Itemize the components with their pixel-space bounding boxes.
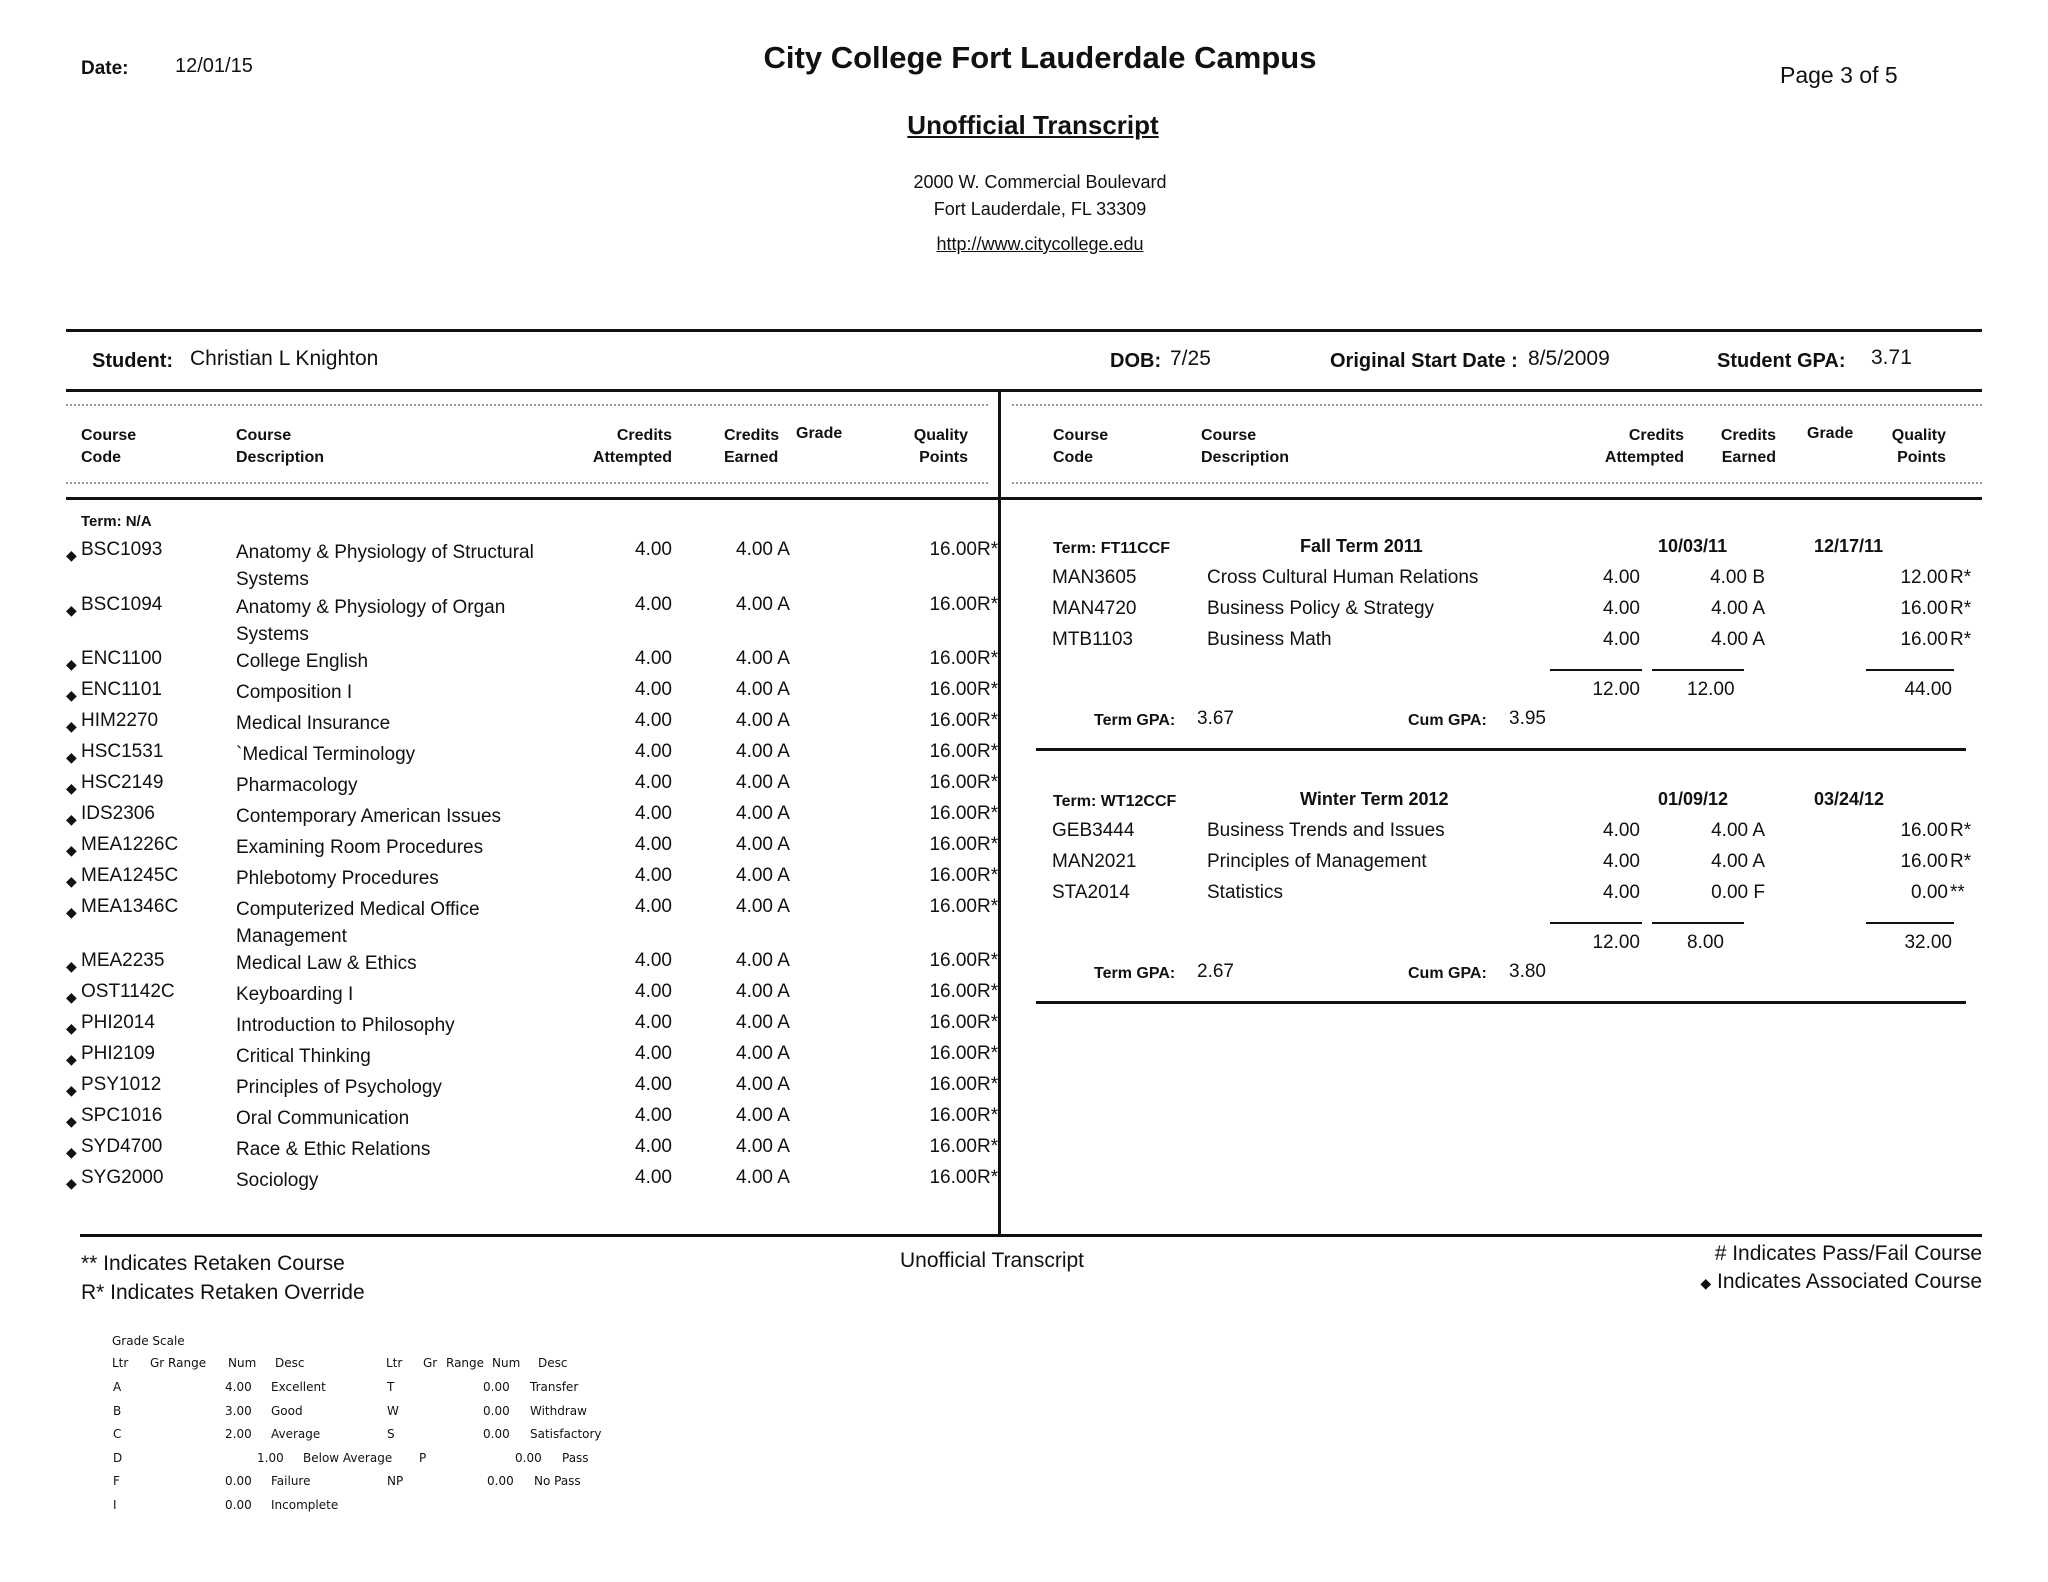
credits-attempted: 4.00 — [635, 1167, 672, 1188]
student-label: Student: — [92, 350, 174, 372]
course-code: BSC1094 — [81, 594, 163, 615]
col-grade: Grade — [796, 425, 843, 442]
diamond-icon: ◆ — [1700, 1275, 1712, 1291]
retake-flag: R* — [977, 1105, 999, 1126]
course-code: ENC1100 — [81, 648, 162, 669]
term-start-date: 10/03/11 — [1658, 536, 1728, 556]
course-code: PHI2014 — [81, 1012, 155, 1033]
course-code: MAN4720 — [1052, 598, 1137, 619]
retake-flag: R* — [977, 1043, 999, 1064]
course-description-cont: Systems — [236, 569, 309, 590]
course-description: Critical Thinking — [236, 1046, 371, 1067]
total-rule — [1550, 669, 1642, 671]
grade-scale-header: Desc — [538, 1356, 568, 1370]
quality-points: 16.00 — [1900, 629, 1948, 650]
credits-attempted: 4.00 — [635, 834, 672, 855]
quality-points: 16.00 — [929, 594, 977, 615]
diamond-icon: ◆ — [66, 1175, 77, 1191]
course-code: HSC2149 — [81, 772, 164, 793]
course-description-cont: Management — [236, 926, 347, 947]
course-description: Examining Room Procedures — [236, 837, 484, 858]
diamond-icon: ◆ — [66, 811, 77, 827]
grade-num: 4.00 — [225, 1380, 252, 1394]
quality-points: 16.00 — [929, 539, 977, 560]
course-code: HIM2270 — [81, 710, 159, 731]
quality-points: 16.00 — [929, 648, 977, 669]
diamond-icon: ◆ — [66, 1113, 77, 1129]
legend-override: R* Indicates Retaken Override — [81, 1281, 365, 1304]
grade-letter: F — [113, 1474, 120, 1488]
diamond-icon: ◆ — [66, 1082, 77, 1098]
footer-title: Unofficial Transcript — [900, 1249, 1085, 1272]
course-code: STA2014 — [1052, 882, 1130, 903]
total-quality-points: 44.00 — [1904, 679, 1952, 700]
diamond-icon: ◆ — [66, 1020, 77, 1036]
cum-gpa: 3.95 — [1509, 708, 1546, 729]
col-quality-points: Quality Points — [913, 427, 968, 466]
course-code: IDS2306 — [81, 803, 155, 824]
student-gpa: 3.71 — [1871, 346, 1912, 369]
credits-attempted: 4.00 — [635, 896, 672, 917]
retake-flag: R* — [1950, 851, 1972, 872]
quality-points: 16.00 — [929, 1105, 977, 1126]
grade-letter: D — [113, 1450, 123, 1465]
term-end-date: 12/17/11 — [1814, 536, 1884, 556]
course-description: Principles of Psychology — [236, 1077, 442, 1098]
diamond-icon: ◆ — [66, 904, 77, 920]
grade-num: 0.00 — [483, 1427, 510, 1441]
date-label: Date: — [81, 58, 129, 79]
grade-scale-header: Ltr — [112, 1356, 129, 1370]
credits-earned-grade: 4.00 A — [736, 1167, 790, 1188]
credits-attempted: 4.00 — [635, 679, 672, 700]
credits-attempted: 4.00 — [635, 1074, 672, 1095]
grade-scale-header: Range — [446, 1356, 485, 1370]
credits-attempted: 4.00 — [635, 981, 672, 1002]
credits-earned-grade: 4.00 A — [736, 772, 790, 793]
quality-points: 16.00 — [929, 896, 977, 917]
course-description: Anatomy & Physiology of Structural — [236, 542, 534, 563]
credits-earned-grade: 4.00 A — [736, 710, 790, 731]
total-quality-points: 32.00 — [1904, 932, 1952, 953]
diamond-icon: ◆ — [66, 547, 77, 563]
retake-flag: R* — [977, 594, 999, 615]
total-attempted: 12.00 — [1592, 932, 1640, 953]
retake-flag: R* — [977, 679, 999, 700]
course-description: Anatomy & Physiology of Organ — [236, 597, 506, 618]
diamond-icon: ◆ — [66, 989, 77, 1005]
course-code: BSC1093 — [81, 539, 163, 560]
credits-attempted: 4.00 — [1603, 629, 1640, 650]
diamond-icon: ◆ — [66, 687, 77, 703]
term-gpa-label: Term GPA: — [1094, 712, 1176, 729]
quality-points: 0.00 — [1911, 882, 1948, 903]
course-code: MAN2021 — [1052, 851, 1137, 872]
term-name: Winter Term 2012 — [1300, 789, 1449, 809]
course-code: SPC1016 — [81, 1105, 163, 1126]
retake-flag: R* — [1950, 598, 1972, 619]
credits-earned-grade: 4.00 A — [736, 1043, 790, 1064]
quality-points: 16.00 — [929, 981, 977, 1002]
course-description: Medical Law & Ethics — [236, 953, 417, 974]
credits-attempted: 4.00 — [1603, 598, 1640, 619]
column-divider — [998, 389, 1001, 1236]
col-course-description: Course Description — [236, 427, 325, 466]
diamond-icon: ◆ — [66, 842, 77, 858]
course-description: Business Trends and Issues — [1207, 820, 1445, 841]
quality-points: 16.00 — [929, 772, 977, 793]
retake-flag: ** — [1950, 882, 1965, 903]
col-credits-attempted: Credits Attempted — [1604, 427, 1684, 466]
retake-flag: R* — [977, 772, 999, 793]
quality-points: 16.00 — [929, 803, 977, 824]
grade-scale-header: Desc — [275, 1356, 305, 1370]
credits-earned-grade: 4.00 A — [736, 1012, 790, 1033]
grade-desc: Satisfactory — [530, 1427, 602, 1441]
term-code: Term: WT12CCF — [1053, 793, 1177, 810]
term-gpa: 3.67 — [1197, 708, 1234, 729]
course-code: HSC1531 — [81, 741, 164, 762]
grade-letter: I — [113, 1497, 117, 1512]
divider — [66, 497, 1982, 500]
retake-flag: R* — [977, 648, 999, 669]
diamond-icon: ◆ — [66, 780, 77, 796]
dotted-rule — [66, 404, 988, 406]
grade-num: 0.00 — [225, 1474, 252, 1488]
dotted-rule — [1012, 482, 1982, 484]
credits-earned-grade: 4.00 A — [736, 648, 790, 669]
grade-desc: Good — [271, 1403, 303, 1418]
col-credits-earned: Credits Earned — [1720, 427, 1776, 466]
credits-earned-grade: 4.00 A — [1711, 851, 1765, 872]
total-rule — [1866, 922, 1954, 924]
grade-desc: No Pass — [534, 1474, 581, 1488]
credits-attempted: 4.00 — [635, 803, 672, 824]
course-code: OST1142C — [81, 981, 175, 1002]
address-line2: Fort Lauderdale, FL 33309 — [933, 199, 1147, 219]
college-name: City College Fort Lauderdale Campus — [763, 40, 1317, 75]
diamond-icon: ◆ — [66, 602, 77, 618]
course-code: SYD4700 — [81, 1136, 163, 1157]
quality-points: 16.00 — [929, 1167, 977, 1188]
total-rule — [1652, 669, 1744, 671]
course-description: Principles of Management — [1207, 851, 1427, 872]
col-credits-attempted: Credits Attempted — [592, 427, 672, 466]
grade-scale-header: Num — [492, 1356, 521, 1370]
legend-associated: ◆ Indicates Associated Course — [1700, 1270, 1982, 1293]
term-end-date: 03/24/12 — [1814, 789, 1885, 809]
credits-earned-grade: 4.00 A — [736, 865, 790, 886]
credits-earned-grade: 4.00 A — [736, 950, 790, 971]
grade-num: 0.00 — [225, 1497, 252, 1512]
course-code: SYG2000 — [81, 1167, 164, 1188]
grade-letter: T — [387, 1380, 395, 1394]
course-description: Business Math — [1207, 629, 1332, 650]
term-name: Fall Term 2011 — [1300, 536, 1423, 556]
gpa-label: Student GPA: — [1717, 350, 1846, 372]
course-code: MEA2235 — [81, 950, 165, 971]
retake-flag: R* — [1950, 567, 1972, 588]
quality-points: 16.00 — [929, 834, 977, 855]
term-divider — [1036, 748, 1966, 751]
total-earned: 12.00 — [1687, 679, 1735, 700]
credits-earned-grade: 4.00 A — [736, 741, 790, 762]
grade-letter: P — [419, 1450, 427, 1465]
quality-points: 16.00 — [929, 679, 977, 700]
col-course-code: Course Code — [1053, 427, 1109, 466]
grade-letter: C — [113, 1427, 122, 1441]
grade-letter: W — [387, 1403, 399, 1418]
credits-attempted: 4.00 — [635, 1105, 672, 1126]
page-info: Page 3 of 5 — [1780, 62, 1898, 88]
course-description: Composition I — [236, 682, 353, 703]
credits-earned-grade: 4.00 A — [736, 594, 790, 615]
credits-attempted: 4.00 — [635, 1012, 672, 1033]
course-description: Contemporary American Issues — [236, 806, 502, 827]
legend-retaken: ** Indicates Retaken Course — [81, 1252, 345, 1275]
course-description: Introduction to Philosophy — [236, 1015, 455, 1036]
course-code: MTB1103 — [1052, 629, 1133, 650]
quality-points: 16.00 — [1900, 820, 1948, 841]
grade-num: 1.00 — [257, 1450, 284, 1465]
credits-attempted: 4.00 — [1603, 882, 1640, 903]
total-attempted: 12.00 — [1592, 679, 1640, 700]
retake-flag: R* — [977, 981, 999, 1002]
retake-flag: R* — [977, 539, 999, 560]
diamond-icon: ◆ — [66, 718, 77, 734]
credits-attempted: 4.00 — [635, 950, 672, 971]
grade-letter: NP — [387, 1474, 404, 1488]
credits-attempted: 4.00 — [1603, 851, 1640, 872]
grade-letter: S — [387, 1427, 395, 1441]
term-start-date: 01/09/12 — [1658, 789, 1729, 809]
course-description: Business Policy & Strategy — [1207, 598, 1435, 619]
credits-attempted: 4.00 — [635, 539, 672, 560]
total-rule — [1550, 922, 1642, 924]
divider — [66, 329, 1982, 332]
course-description-cont: Systems — [236, 624, 309, 645]
course-description: Phlebotomy Procedures — [236, 868, 439, 889]
retake-flag: R* — [1950, 629, 1972, 650]
grade-desc: Withdraw — [530, 1403, 587, 1418]
grade-desc: Incomplete — [271, 1497, 339, 1512]
grade-desc: Failure — [271, 1474, 311, 1488]
credits-earned-grade: 4.00 A — [736, 679, 790, 700]
retake-flag: R* — [977, 1012, 999, 1033]
retake-flag: R* — [977, 1074, 999, 1095]
grade-num: 2.00 — [225, 1427, 252, 1441]
quality-points: 16.00 — [929, 865, 977, 886]
diamond-icon: ◆ — [66, 958, 77, 974]
left-term-label: Term: N/A — [81, 513, 152, 530]
grade-desc: Average — [271, 1427, 321, 1441]
quality-points: 12.00 — [1900, 567, 1948, 588]
col-credits-earned: Credits Earned — [724, 427, 780, 466]
total-earned: 8.00 — [1687, 932, 1724, 953]
grade-desc: Below Average — [303, 1450, 393, 1465]
grade-num: 0.00 — [483, 1403, 510, 1418]
credits-attempted: 4.00 — [635, 865, 672, 886]
term-code: Term: FT11CCF — [1053, 540, 1171, 557]
credits-attempted: 4.00 — [635, 741, 672, 762]
grade-num: 3.00 — [225, 1403, 252, 1418]
grade-desc: Transfer — [530, 1380, 579, 1394]
credits-earned-grade: 4.00 A — [736, 1136, 790, 1157]
total-rule — [1652, 922, 1744, 924]
credits-attempted: 4.00 — [635, 1043, 672, 1064]
credits-earned-grade: 4.00 B — [1710, 567, 1765, 588]
term-divider — [1036, 1001, 1966, 1004]
grade-desc: Pass — [562, 1450, 589, 1465]
credits-earned-grade: 4.00 A — [736, 1105, 790, 1126]
course-code: MEA1245C — [81, 865, 179, 886]
credits-earned-grade: 4.00 A — [1711, 820, 1765, 841]
term-gpa-label: Term GPA: — [1094, 965, 1176, 982]
divider — [80, 1234, 1982, 1237]
retake-flag: R* — [977, 834, 999, 855]
grade-letter: A — [113, 1380, 122, 1394]
diamond-icon: ◆ — [66, 749, 77, 765]
divider — [66, 389, 1982, 392]
course-description: Cross Cultural Human Relations — [1207, 567, 1479, 588]
dob-label: DOB: — [1110, 350, 1162, 372]
quality-points: 16.00 — [929, 1136, 977, 1157]
credits-attempted: 4.00 — [635, 1136, 672, 1157]
address-line1: 2000 W. Commercial Boulevard — [913, 172, 1167, 192]
credits-earned-grade: 4.00 A — [736, 803, 790, 824]
grade-scale-header: Num — [228, 1356, 257, 1370]
doc-title: Unofficial Transcript — [907, 110, 1159, 140]
retake-flag: R* — [977, 710, 999, 731]
grade-num: 0.00 — [515, 1450, 542, 1465]
credits-earned-grade: 0.00 F — [1711, 882, 1765, 903]
credits-earned-grade: 4.00 A — [1711, 629, 1765, 650]
course-description: College English — [236, 651, 369, 672]
start-date-label: Original Start Date : — [1330, 350, 1518, 372]
course-description: `Medical Terminology — [236, 744, 416, 765]
dotted-rule — [66, 482, 988, 484]
credits-earned-grade: 4.00 A — [736, 981, 790, 1002]
quality-points: 16.00 — [929, 710, 977, 731]
grade-num: 0.00 — [487, 1474, 514, 1488]
grade-letter: B — [113, 1403, 122, 1418]
retake-flag: R* — [977, 1136, 999, 1157]
credits-earned-grade: 4.00 A — [736, 539, 790, 560]
course-description: Race & Ethic Relations — [236, 1139, 431, 1160]
course-description: Computerized Medical Office — [236, 899, 480, 920]
term-gpa: 2.67 — [1197, 961, 1234, 982]
col-course-code: Course Code — [81, 427, 137, 466]
course-code: ENC1101 — [81, 679, 162, 700]
retake-flag: R* — [977, 950, 999, 971]
course-description: Pharmacology — [236, 775, 358, 796]
grade-scale-title: Grade Scale — [112, 1334, 185, 1348]
quality-points: 16.00 — [929, 1074, 977, 1095]
date-value: 12/01/15 — [175, 55, 253, 77]
quality-points: 16.00 — [1900, 851, 1948, 872]
course-code: PSY1012 — [81, 1074, 162, 1095]
quality-points: 16.00 — [929, 950, 977, 971]
course-description: Keyboarding I — [236, 984, 354, 1005]
dob-value: 7/25 — [1170, 347, 1211, 370]
col-quality-points: Quality Points — [1891, 427, 1946, 466]
grade-num: 0.00 — [483, 1380, 510, 1394]
cum-gpa-label: Cum GPA: — [1408, 965, 1487, 982]
grade-scale-header: Gr — [423, 1356, 438, 1370]
quality-points: 16.00 — [929, 741, 977, 762]
quality-points: 16.00 — [1900, 598, 1948, 619]
credits-attempted: 4.00 — [635, 594, 672, 615]
credits-earned-grade: 4.00 A — [736, 896, 790, 917]
total-rule — [1866, 669, 1954, 671]
col-grade: Grade — [1807, 425, 1854, 442]
course-description: Sociology — [236, 1170, 319, 1191]
dotted-rule — [1012, 404, 1982, 406]
website-link[interactable]: http://www.citycollege.edu — [936, 234, 1144, 254]
credits-earned-grade: 4.00 A — [736, 1074, 790, 1095]
diamond-icon: ◆ — [66, 1144, 77, 1160]
retake-flag: R* — [977, 803, 999, 824]
quality-points: 16.00 — [929, 1043, 977, 1064]
course-code: MAN3605 — [1052, 567, 1137, 588]
credits-attempted: 4.00 — [1603, 820, 1640, 841]
start-date-value: 8/5/2009 — [1528, 347, 1610, 370]
diamond-icon: ◆ — [66, 873, 77, 889]
student-name: Christian L Knighton — [190, 347, 379, 370]
grade-scale-header: Gr Range — [150, 1356, 207, 1370]
credits-attempted: 4.00 — [635, 710, 672, 731]
course-code: PHI2109 — [81, 1043, 155, 1064]
credits-earned-grade: 4.00 A — [1711, 598, 1765, 619]
credits-attempted: 4.00 — [1603, 567, 1640, 588]
course-code: MEA1346C — [81, 896, 179, 917]
cum-gpa-label: Cum GPA: — [1408, 712, 1487, 729]
diamond-icon: ◆ — [66, 656, 77, 672]
credits-attempted: 4.00 — [635, 648, 672, 669]
retake-flag: R* — [977, 1167, 999, 1188]
credits-earned-grade: 4.00 A — [736, 834, 790, 855]
retake-flag: R* — [977, 896, 999, 917]
grade-desc: Excellent — [271, 1380, 326, 1394]
course-code: MEA1226C — [81, 834, 179, 855]
credits-attempted: 4.00 — [635, 772, 672, 793]
course-description: Oral Communication — [236, 1108, 410, 1129]
grade-scale-header: Ltr — [386, 1356, 403, 1370]
course-description: Statistics — [1207, 882, 1284, 903]
quality-points: 16.00 — [929, 1012, 977, 1033]
col-course-description: Course Description — [1201, 427, 1290, 466]
retake-flag: R* — [1950, 820, 1972, 841]
course-code: GEB3444 — [1052, 820, 1135, 841]
cum-gpa: 3.80 — [1509, 961, 1546, 982]
course-description: Medical Insurance — [236, 713, 391, 734]
diamond-icon: ◆ — [66, 1051, 77, 1067]
retake-flag: R* — [977, 741, 999, 762]
legend-passfail: # Indicates Pass/Fail Course — [1714, 1242, 1982, 1265]
retake-flag: R* — [977, 865, 999, 886]
